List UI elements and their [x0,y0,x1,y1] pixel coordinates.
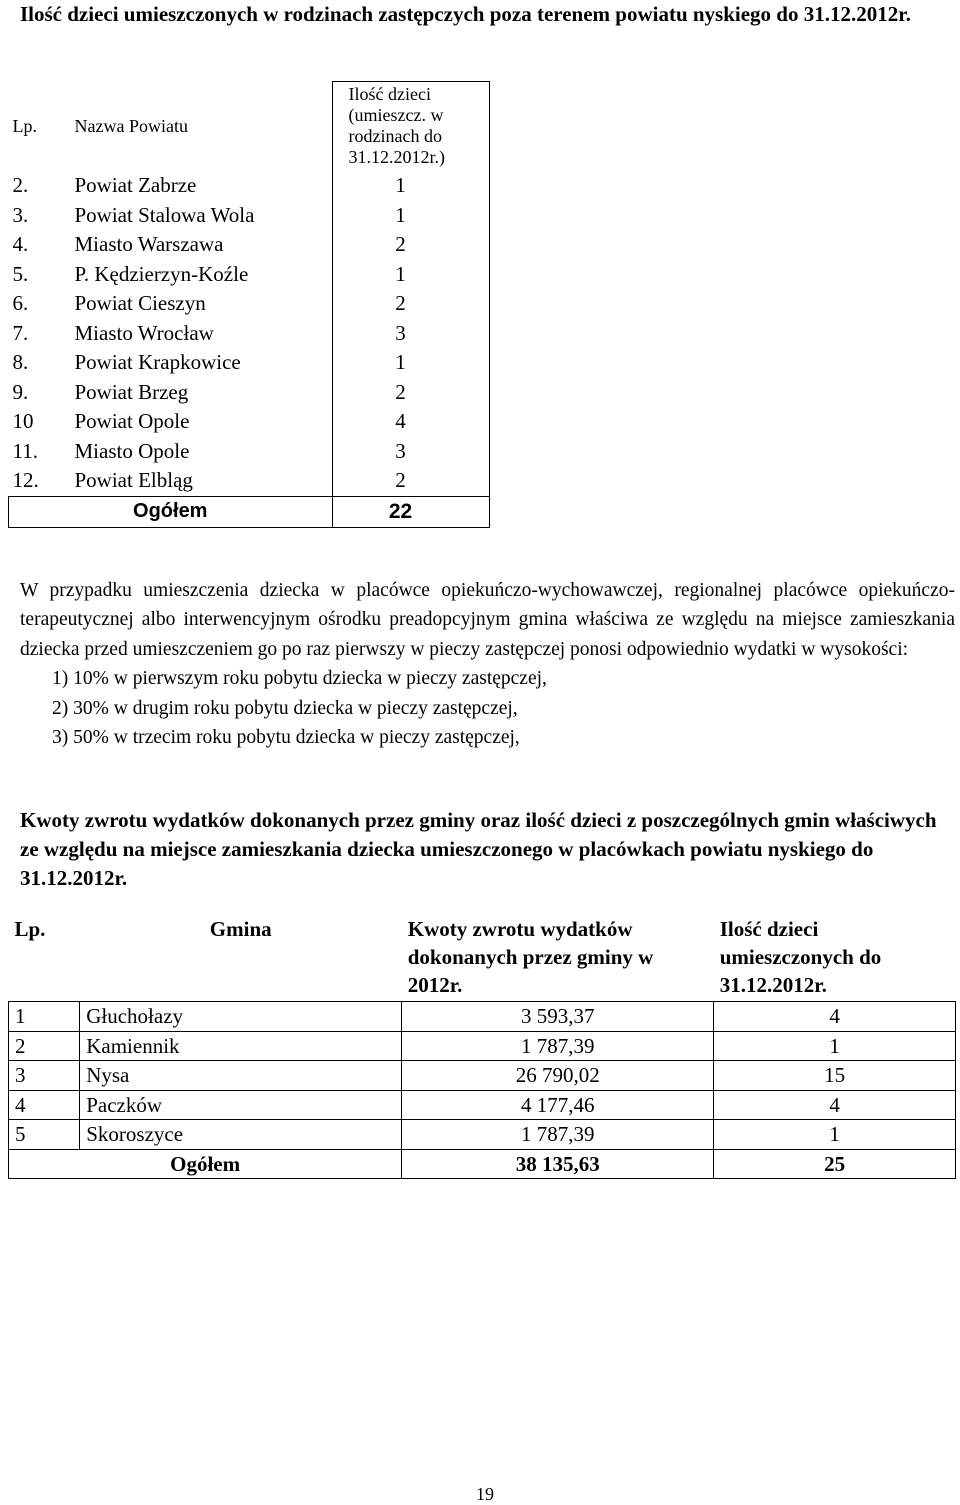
table-total-row [9,496,490,527]
table-row [9,319,490,349]
table-row [9,378,490,408]
heading-foster-families: Ilość dzieci umieszczonych w rodzinach zastępczych poza terenem powiatu nyskiego do 31.12.2012r. [20,2,911,26]
regulation-paragraph [20,576,955,752]
row-gmina: Nysa [80,1061,402,1091]
row-gmina: Paczków [80,1090,402,1120]
table-reimbursements [8,913,956,1179]
row-amount: 26 790,02 [402,1061,714,1091]
row-county: Miasto Opole [74,438,190,463]
paragraph-text: W przypadku umieszczenia dziecka w placówce opiekuńczo-wychowawczej, regionalnej placówce opiekuńczo-terapeutycznej albo interwencyjnym ośrodku preadopcyjnym gmina właściwa ze względu na miejsce zamieszkania dziecka przed umieszczeniem go po raz pierwszy w pieczy zastępczej ponosi odpowiednio wydatki w wysokości: [20,580,955,660]
row-county: Miasto Warszawa [74,232,224,256]
row-count: 3 [332,437,489,467]
row-county: Powiat Zabrze [74,173,197,197]
table-row [9,1120,956,1150]
row-lp: 11. [12,438,38,463]
total-amount: 38 135,63 [402,1149,714,1179]
table-row [9,466,490,496]
header-children: Ilość dzieci umieszczonych do 31.12.2012r. [714,913,956,1002]
row-lp: 9. [12,379,29,404]
row-count: 3 [332,319,489,349]
row-lp: 6. [12,291,29,315]
row-county: Powiat Opole [74,409,190,433]
table-row [9,289,490,319]
row-lp: 5 [9,1120,80,1150]
row-gmina: Głuchołazy [80,1002,402,1032]
list-item: 3) 50% w trzecim roku pobytu dziecka w pieczy zastępczej, [52,727,520,749]
table-row [9,1031,956,1061]
header-amount: Kwoty zwrotu wydatków dokonanych przez gminy w 2012r. [402,913,714,1002]
table-row [9,201,490,231]
table-row [9,1002,956,1032]
header-lp: Lp. [12,116,37,137]
row-county: Powiat Krapkowice [74,350,241,374]
row-amount: 1 787,39 [402,1120,714,1150]
heading-reimbursements: Kwoty zwrotu wydatków dokonanych przez gminy oraz ilość dzieci z poszczególnych gmin właściwych ze względu na miejsce zamieszkania dziecka umieszczonego w placówkach powiatu nyskiego do 31.12.2012r. [20,808,937,890]
row-lp: 5. [12,261,29,286]
row-lp: 3. [12,202,29,227]
row-county: Powiat Elbląg [74,468,193,492]
row-lp: 2 [9,1031,80,1061]
row-count: 1 [332,171,489,201]
row-lp: 3 [9,1061,80,1091]
row-county: P. Kędzierzyn-Koźle [74,261,249,286]
row-gmina: Skoroszyce [80,1120,402,1150]
row-count: 2 [332,378,489,408]
page-number: 19 [476,1484,494,1504]
table-row [9,260,490,290]
row-county: Powiat Cieszyn [74,291,206,315]
table-row [9,348,490,378]
table-total-row [9,1149,956,1179]
row-count: 2 [332,289,489,319]
table-row [9,171,490,201]
row-children: 1 [714,1031,956,1061]
total-children: 25 [714,1149,956,1179]
row-children: 4 [714,1090,956,1120]
table-row [9,437,490,467]
row-county: Miasto Wrocław [74,320,214,345]
row-children: 4 [714,1002,956,1032]
row-children: 15 [714,1061,956,1091]
row-children: 1 [714,1120,956,1150]
row-lp: 12. [12,468,39,492]
table-foster-families [8,81,490,528]
header-gmina: Gmina [80,913,402,1002]
row-lp: 10 [12,409,34,433]
row-county: Powiat Brzeg [74,379,189,404]
table-row [9,407,490,437]
row-amount: 3 593,37 [402,1002,714,1032]
row-count: 1 [332,201,489,231]
row-gmina: Kamiennik [80,1031,402,1061]
total-value: 22 [332,496,489,527]
total-label: Ogółem [9,496,333,527]
row-amount: 4 177,46 [402,1090,714,1120]
row-count: 2 [332,466,489,496]
row-lp: 1 [9,1002,80,1032]
list-item: 2) 30% w drugim roku pobytu dziecka w pieczy zastępczej, [52,697,518,719]
table-header-row [9,913,956,1002]
row-lp: 2. [12,173,29,197]
table-header-row [9,82,490,172]
row-amount: 1 787,39 [402,1031,714,1061]
row-count: 1 [332,348,489,378]
percentage-list [20,664,955,752]
row-lp: 4. [12,232,29,256]
row-county: Powiat Stalowa Wola [74,202,255,227]
row-count: 1 [332,260,489,290]
list-item: 1) 10% w pierwszym roku pobytu dziecka w pieczy zastępczej, [52,668,547,690]
header-children-count: Ilość dzieci (umieszcz. w rodzinach do 31.12.2012r.) [332,82,489,172]
row-count: 2 [332,230,489,260]
total-label: Ogółem [9,1149,402,1179]
row-lp: 7. [12,320,29,345]
row-lp: 4 [9,1090,80,1120]
table-row [9,230,490,260]
header-lp: Lp. [9,913,80,1002]
row-count: 4 [332,407,489,437]
header-county-name: Nazwa Powiatu [74,116,188,137]
table-row [9,1061,956,1091]
row-lp: 8. [12,350,29,374]
table-row [9,1090,956,1120]
